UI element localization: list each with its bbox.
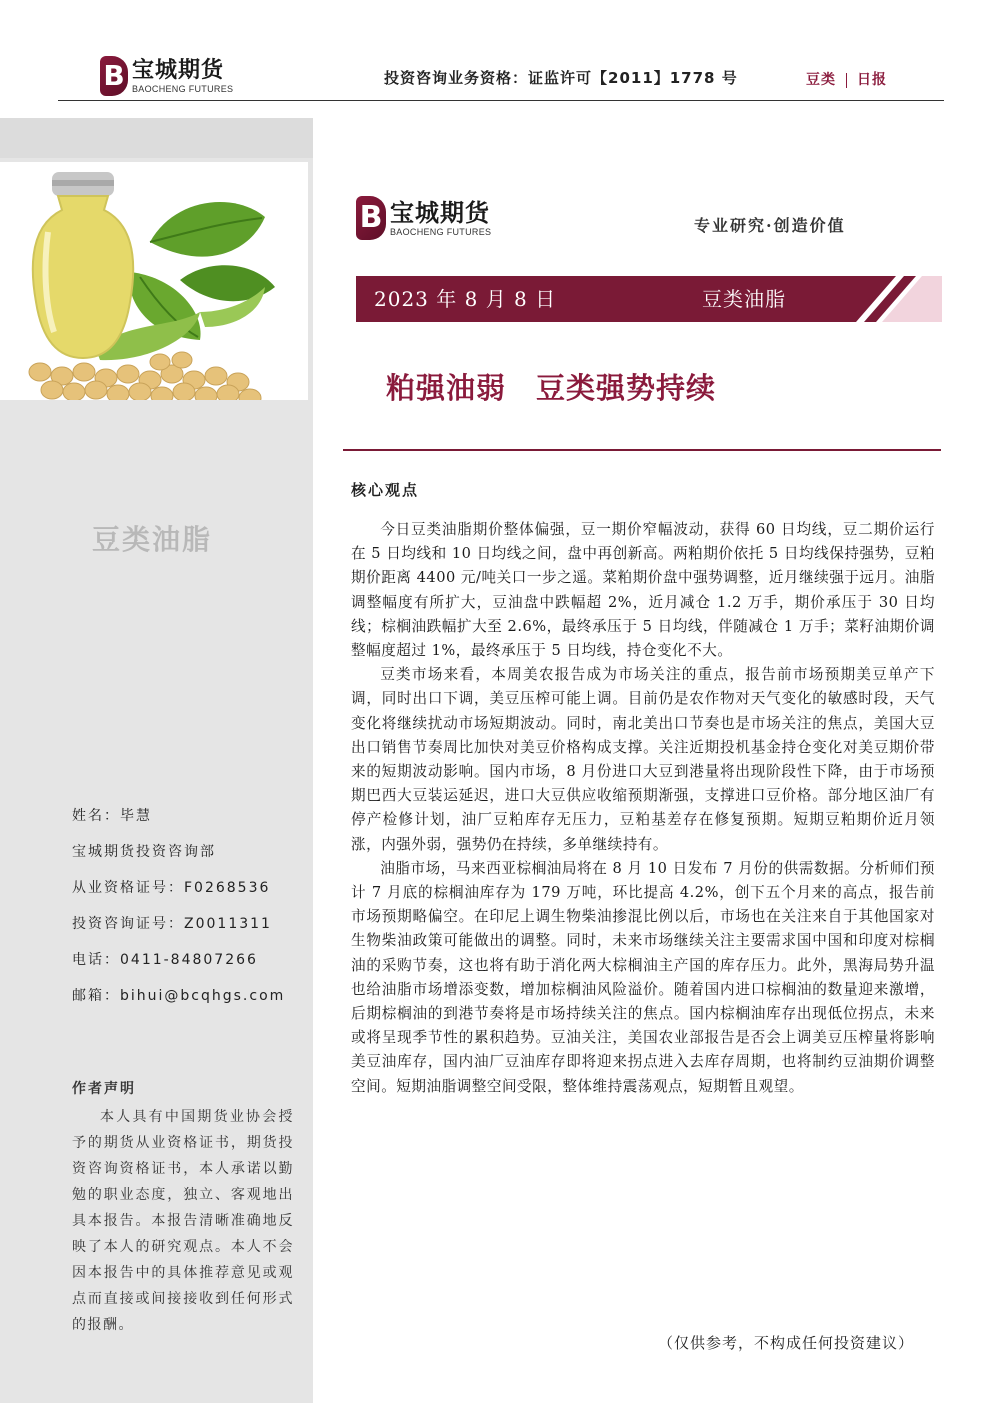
header-divider [58,100,944,101]
sidebar-title: 豆类油脂 [92,523,213,556]
section-heading: 核心观点 [351,481,420,499]
contact-value: 0411-84807266 [120,952,258,968]
contact-value: 毕慧 [120,808,152,824]
contact-label: 从业资格证号： [72,880,184,896]
page-header [0,0,992,108]
sidebar-strip [0,118,313,158]
sidebar [0,118,313,1403]
title-divider [343,449,941,451]
contact-value[interactable]: bihui@bcqhgs.com [120,988,286,1004]
slogan: 专业研究·创造价值 [694,216,846,235]
contact-department [72,842,302,878]
report-body [351,518,935,1099]
divider [846,73,847,88]
header-logo [100,56,233,96]
logo-name-en: BAOCHENG FUTURES [390,227,492,237]
disclaimer: （仅供参考，不构成任何投资建议） [658,1334,915,1352]
soybean-oil-jar-icon [0,162,308,400]
contact-value: 宝城期货投资咨询部 [72,844,216,860]
contact-label: 投资咨询证号： [72,916,184,932]
contact-qualification [72,878,302,914]
license-info: 投资咨询业务资格：证监许可【2011】1778 号 [384,69,738,87]
contact-email [72,986,302,1022]
report-kind [806,69,887,89]
contact-name [72,806,302,842]
declaration-body: 本人具有中国期货业协会授予的期货从业资格证书，期货投资咨询资格证书，本人承诺以勤勉的职业态度，独立、客观地出具本报告。本报告清晰准确地反映了本人的研究观点。本人不会因本报告中的具体推荐意见或观点而直接或间接接收到任何形式的报酬。 [72,1109,294,1333]
report-date: 2023 年 8 月 8 日 [374,287,557,311]
logo-name-cn: 宝城期货 [132,58,225,83]
contact-label: 姓名： [72,808,120,824]
report-type: 日报 [857,72,887,88]
paragraph: 今日豆类油脂期价整体偏强，豆一期价窄幅波动，获得 60 日均线，豆二期价运行在 5 日均线和 10 日均线之间，盘中再创新高。两粕期价依托 5 日均线保持强势，豆粕期价距离 4400 元/吨关口一步之遥。菜粕期价盘中强势调整，近月继续强于远月。油脂调整幅度有所扩大，豆油盘中跌幅超 2%，近月减仓 1.2 万手，期价承压于 30 日均线；棕榈油跌幅扩大至 2.6%，最终承压于 5 日均线，伴随减仓 1 万手；菜籽油期价调整幅度超过 1%，最终承压于 5 日均线，持仓变化不大。 [351,521,935,660]
contact-consulting-cert [72,914,302,950]
logo-name-cn: 宝城期货 [390,199,490,227]
date-banner [356,276,942,322]
logo-name-en: BAOCHENG FUTURES [132,84,234,94]
paragraph: 油脂市场，马来西亚棕榈油局将在 8 月 10 日发布 7 月份的供需数据。分析师们预计 7 月底的棕榈油库存为 179 万吨，环比提高 4.2%，创下五个月来的高点，报告前市场预期略偏空。在印尼上调生物柴油掺混比例以后，市场也在关注来自于其他国家对生物柴油政策可能做出的调整。同时，未来市场继续关注主要需求国中国和印度对棕榈油的采购节奏，这也将有助于消化两大棕榈油主产国的库存压力。此外，黑海局势升温也给油脂市场增添变数，增加棕榈油风险溢价。随着国内进口棕榈油的数量迎来激增，后期棕榈油的到港节奏将是市场持续关注的焦点。国内棕榈油库存出现低位拐点，未来或将呈现季节性的累积趋势。豆油关注，美国农业部报告是否会上调美豆压榨量将影响美豆油库存，国内油厂豆油库存即将迎来拐点进入去库存周期，也将制约豆油期价调整空间。短期油脂调整空间受限，整体维持震荡观点，短期暂且观望。 [351,859,935,1095]
contact-value: Z0011311 [184,916,272,932]
contact-value: F0268536 [184,880,271,896]
main-logo [356,196,491,240]
paragraph: 豆类市场来看，本周美农报告成为市场关注的重点，报告前市场预期美豆单产下调，同时出口下调，美豆压榨可能上调。目前仍是农作物对天气变化的敏感时段，天气变化将继续扰动市场短期波动。同时，南北美出口节奏也是市场关注的焦点，美国大豆出口销售节奏周比加快对美豆价格构成支撑。关注近期投机基金持仓变化对美豆期价带来的短期波动影响。国内市场，8 月份进口大豆到港量将出现阶段性下降，由于市场预期巴西大豆装运延迟，进口大豆供应收缩预期渐强，支撑进口豆价格。部分地区油厂有停产检修计划，油厂豆粕库存无压力，豆粕基差存在修复预期。短期豆粕期价近月领涨，内强外弱，强势仍在持续，多单继续持有。 [351,666,935,853]
report-topic: 豆类油脂 [702,287,786,311]
contact-phone [72,950,302,986]
brand-mark-icon: B [356,196,386,240]
report-title: 粕强油弱 豆类强势持续 [386,371,717,405]
contact-label: 电话： [72,952,120,968]
author-contact [72,806,302,1022]
brand-mark-icon: B [100,56,128,96]
contact-label: 邮箱： [72,988,120,1004]
report-category: 豆类 [806,72,836,88]
declaration-title: 作者声明 [72,1081,136,1097]
